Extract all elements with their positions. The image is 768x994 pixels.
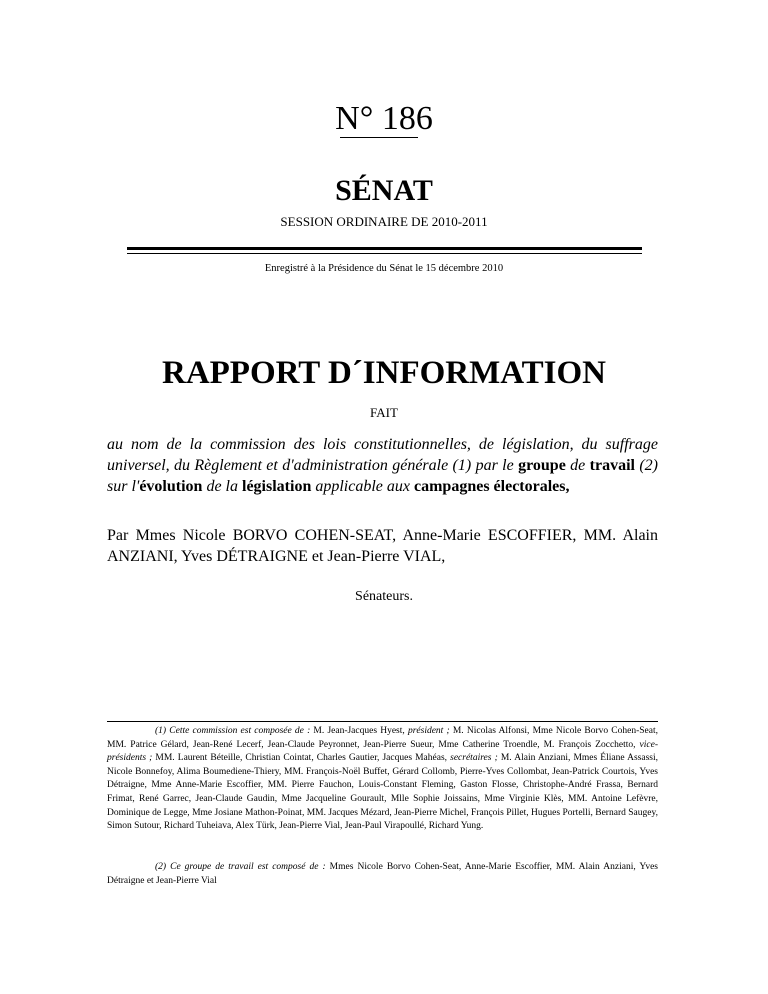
footnote-label: (2) Ce groupe de travail est composé de : xyxy=(155,862,326,872)
chamber-title: SÉNAT xyxy=(335,174,433,207)
purpose-text: au nom de la commission des lois constitutionnelles, de législation, du suffrage universel, du Règlement et d'administration générale (1) par le xyxy=(107,436,658,474)
double-rule-bottom xyxy=(127,253,642,254)
double-rule-top xyxy=(127,247,642,250)
footnote-text: Mmes Nicole Borvo Cohen-Seat, Anne-Marie Escoffier, MM. Alain Anziani, Yves Détraigne et Jean-Pierre Vial xyxy=(107,862,658,886)
report-title: RAPPORT D´INFORMATION xyxy=(161,355,607,391)
footnote-working-group xyxy=(107,861,658,888)
footnote-commission xyxy=(107,725,658,834)
footnote-label: (1) Cette commission est composée de : xyxy=(155,726,311,736)
number-underline xyxy=(340,137,418,138)
purpose-comma: , xyxy=(565,478,570,495)
purpose-bold: évolution xyxy=(139,478,203,495)
report-purpose xyxy=(107,434,658,497)
footnote-role: président ; xyxy=(407,726,450,736)
footnote-text: M. Alain Anziani, Mmes Éliane Assassi, Nicole Bonnefoy, Alima Boumediene-Thiery, MM. François-Noël Buffet, Gérard Collomb, Pierre-Yves Collombat, Jean-Patrick Courtois, Yves Détraigne, Mme Anne-Marie Escoffier, MM. Pierre Fauchon, Louis-Constant Fleming, Gaston Flosse, Christophe-André Frassa, Bernard Frimat, René Garrec, Jean-Claude Gaudin, Mme Jacqueline Gourault, Mlle Sophie Joissains, Mme Virginie Klès, MM. Antoine Lefèvre, Dominique de Legge, Mme Josiane Mathon-Poinat, MM. Jacques Mézard, Jean-Pierre Michel, François Pillet, Hugues Portelli, Bernard Saugey, Simon Sutour, Richard Tuheiava, Alex Türk, Jean-Pierre Vial, Jean-Paul Virapoullé, Richard Yung. xyxy=(107,753,658,832)
purpose-bold: groupe xyxy=(518,457,566,474)
footnote-text: MM. Laurent Béteille, Christian Cointat, Charles Gautier, Jacques Mahéas, xyxy=(152,753,451,764)
authors-line: Par Mmes Nicole BORVO COHEN-SEAT, Anne-Marie ESCOFFIER, MM. Alain ANZIANI, Yves DÉTRAIGNE et Jean-Pierre VIAL, xyxy=(107,527,658,565)
purpose-text: applicable aux xyxy=(311,478,414,495)
purpose-text: de la xyxy=(202,478,242,495)
purpose-bold: campagnes électorales xyxy=(413,478,566,495)
purpose-bold: travail xyxy=(589,457,635,474)
fait-label: FAIT xyxy=(370,405,398,420)
footnote-role: vice-présidents ; xyxy=(107,739,658,764)
footnote-role: secrétaires ; xyxy=(450,753,498,764)
session-line: SESSION ORDINAIRE DE 2010-2011 xyxy=(280,214,488,229)
footnote-text: M. Nicolas Alfonsi, Mme Nicole Borvo Cohen-Seat, MM. Patrice Gélard, Jean-René Lecerf, Jean-Claude Peyronnet, Jean-Pierre Sueur, Mme Catherine Troendle, M. François Zocchetto, xyxy=(107,726,658,750)
footnote-text: M. Jean-Jacques Hyest, xyxy=(310,726,408,736)
signature-line: Sénateurs. xyxy=(355,589,413,604)
registration-date: Enregistré à la Présidence du Sénat le 15 décembre 2010 xyxy=(264,263,504,274)
footnote-rule xyxy=(107,721,658,722)
document-number: N° 186 xyxy=(335,100,433,137)
purpose-text: (2) sur l' xyxy=(107,457,659,495)
purpose-text: de xyxy=(565,457,590,474)
purpose-bold: législation xyxy=(242,478,312,495)
